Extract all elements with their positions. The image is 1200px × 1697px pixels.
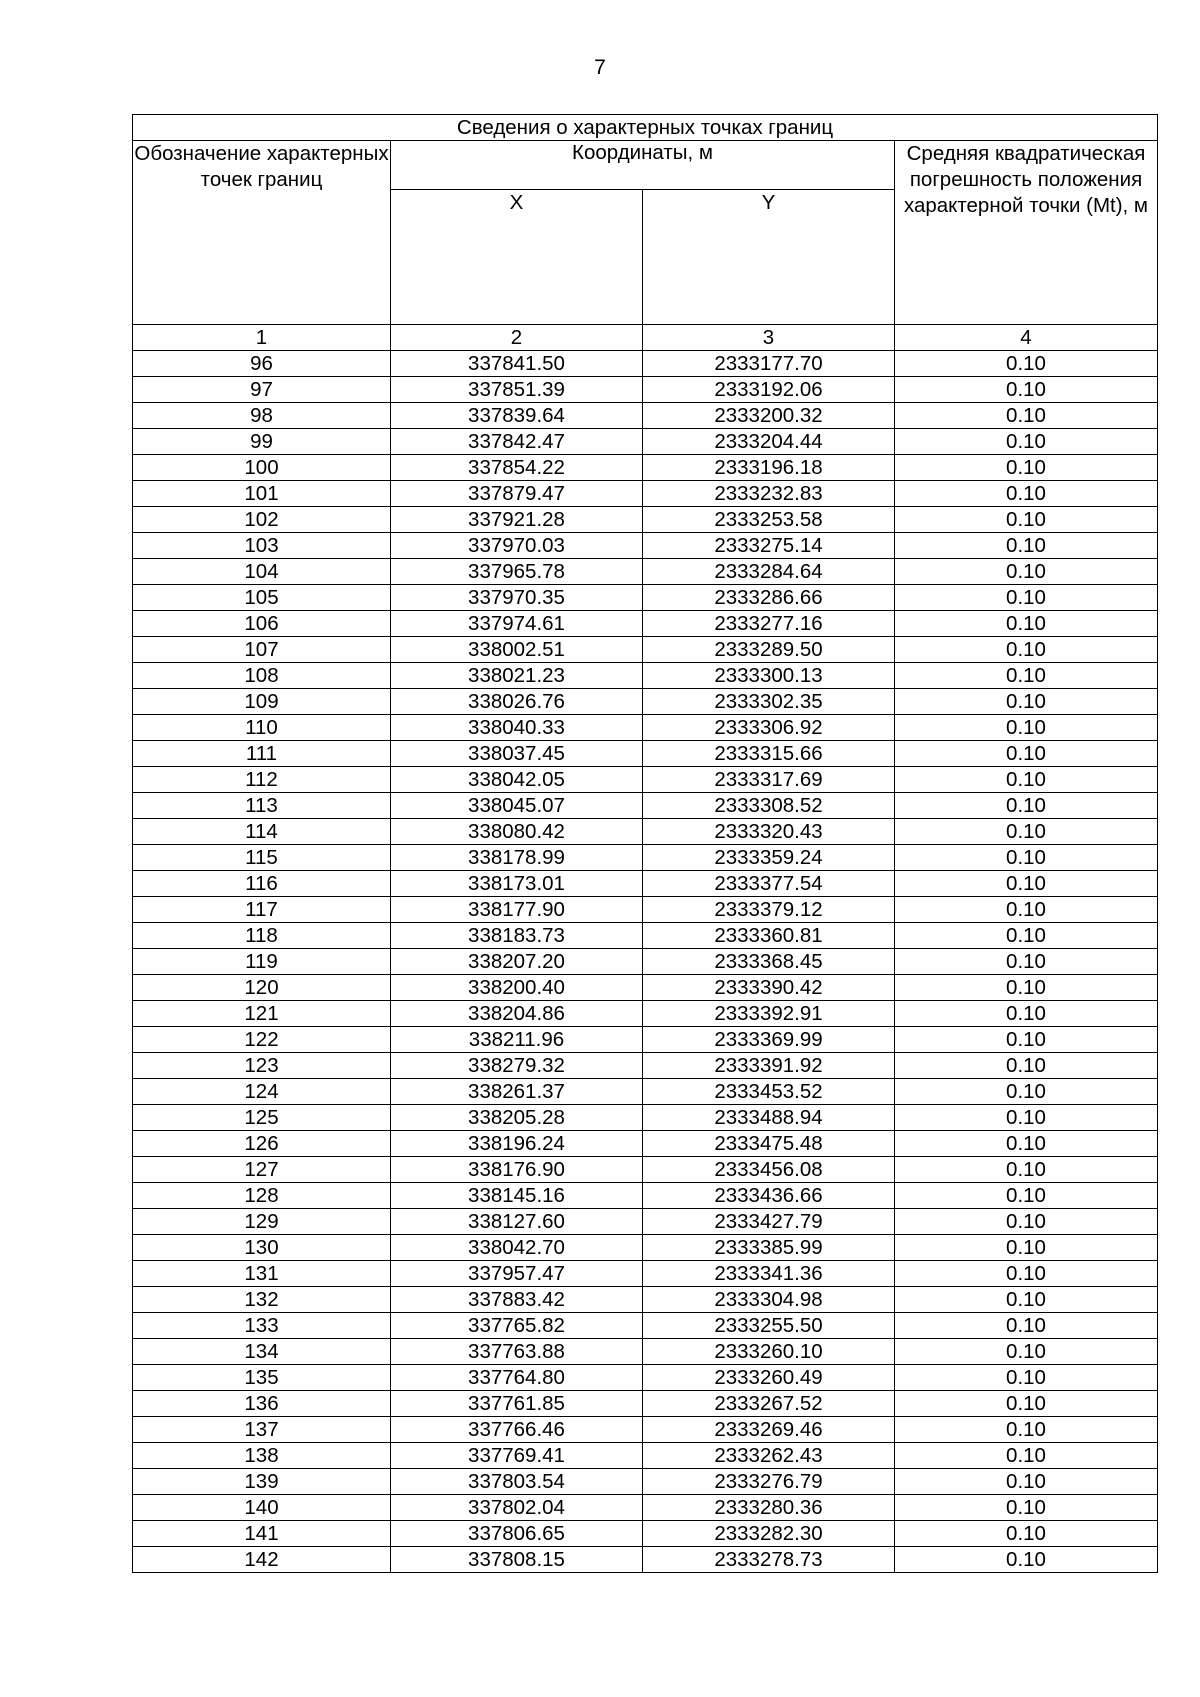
y-coordinate-cell: 2333427.79 [643, 1209, 895, 1235]
point-id-cell: 139 [133, 1469, 391, 1495]
y-coordinate-cell: 2333360.81 [643, 923, 895, 949]
table-row [133, 377, 1158, 403]
table-row [133, 975, 1158, 1001]
x-coordinate-cell: 338196.24 [391, 1131, 643, 1157]
error-cell: 0.10 [895, 715, 1158, 741]
point-id-cell: 103 [133, 533, 391, 559]
point-id-cell: 138 [133, 1443, 391, 1469]
table-row [133, 663, 1158, 689]
table-row [133, 949, 1158, 975]
point-id-cell: 111 [133, 741, 391, 767]
error-cell: 0.10 [895, 1053, 1158, 1079]
x-coordinate-cell: 338080.42 [391, 819, 643, 845]
point-id-cell: 101 [133, 481, 391, 507]
error-cell: 0.10 [895, 871, 1158, 897]
y-coordinate-cell: 2333368.45 [643, 949, 895, 975]
table-row [133, 871, 1158, 897]
point-id-cell: 113 [133, 793, 391, 819]
column-number: 3 [643, 325, 895, 351]
point-id-cell: 130 [133, 1235, 391, 1261]
x-coordinate-cell: 338207.20 [391, 949, 643, 975]
point-id-cell: 131 [133, 1261, 391, 1287]
error-cell: 0.10 [895, 1235, 1158, 1261]
x-coordinate-cell: 338042.05 [391, 767, 643, 793]
y-coordinate-cell: 2333320.43 [643, 819, 895, 845]
x-coordinate-cell: 337970.03 [391, 533, 643, 559]
table-row [133, 1339, 1158, 1365]
table-row [133, 637, 1158, 663]
table-row [133, 819, 1158, 845]
table-row [133, 611, 1158, 637]
x-coordinate-cell: 338037.45 [391, 741, 643, 767]
x-coordinate-cell: 337854.22 [391, 455, 643, 481]
error-cell: 0.10 [895, 507, 1158, 533]
table-row [133, 741, 1158, 767]
error-cell: 0.10 [895, 1443, 1158, 1469]
x-coordinate-cell: 338145.16 [391, 1183, 643, 1209]
y-coordinate-cell: 2333276.79 [643, 1469, 895, 1495]
table-row [133, 559, 1158, 585]
table-row [133, 1469, 1158, 1495]
y-coordinate-cell: 2333289.50 [643, 637, 895, 663]
error-cell: 0.10 [895, 585, 1158, 611]
error-cell: 0.10 [895, 1079, 1158, 1105]
point-id-cell: 105 [133, 585, 391, 611]
point-id-cell: 102 [133, 507, 391, 533]
error-cell: 0.10 [895, 533, 1158, 559]
table-row [133, 455, 1158, 481]
point-id-cell: 122 [133, 1027, 391, 1053]
y-coordinate-cell: 2333260.10 [643, 1339, 895, 1365]
table-row [133, 585, 1158, 611]
y-coordinate-cell: 2333315.66 [643, 741, 895, 767]
error-cell: 0.10 [895, 1183, 1158, 1209]
table-row [133, 1079, 1158, 1105]
point-id-cell: 140 [133, 1495, 391, 1521]
table-row [133, 1235, 1158, 1261]
table-row [133, 1105, 1158, 1131]
error-cell: 0.10 [895, 897, 1158, 923]
table-row [133, 767, 1158, 793]
y-coordinate-cell: 2333286.66 [643, 585, 895, 611]
point-id-cell: 96 [133, 351, 391, 377]
table-row [133, 689, 1158, 715]
y-coordinate-cell: 2333488.94 [643, 1105, 895, 1131]
table-row [133, 1547, 1158, 1573]
x-coordinate-cell: 338021.23 [391, 663, 643, 689]
error-cell: 0.10 [895, 377, 1158, 403]
header-point-name: Обозначение характерных точек границ [133, 141, 391, 325]
x-coordinate-cell: 338176.90 [391, 1157, 643, 1183]
x-coordinate-cell: 338205.28 [391, 1105, 643, 1131]
x-coordinate-cell: 337839.64 [391, 403, 643, 429]
table-row [133, 1027, 1158, 1053]
x-coordinate-cell: 337766.46 [391, 1417, 643, 1443]
y-coordinate-cell: 2333391.92 [643, 1053, 895, 1079]
header-row [133, 141, 1158, 190]
table-row [133, 481, 1158, 507]
y-coordinate-cell: 2333277.16 [643, 611, 895, 637]
table-row [133, 1131, 1158, 1157]
x-coordinate-cell: 337764.80 [391, 1365, 643, 1391]
x-coordinate-cell: 338261.37 [391, 1079, 643, 1105]
point-id-cell: 128 [133, 1183, 391, 1209]
table-row [133, 845, 1158, 871]
error-cell: 0.10 [895, 559, 1158, 585]
y-coordinate-cell: 2333278.73 [643, 1547, 895, 1573]
error-cell: 0.10 [895, 481, 1158, 507]
y-coordinate-cell: 2333385.99 [643, 1235, 895, 1261]
table-row [133, 923, 1158, 949]
error-cell: 0.10 [895, 1131, 1158, 1157]
x-coordinate-cell: 337965.78 [391, 559, 643, 585]
table-row [133, 1261, 1158, 1287]
error-cell: 0.10 [895, 793, 1158, 819]
y-coordinate-cell: 2333392.91 [643, 1001, 895, 1027]
table-body [133, 351, 1158, 1573]
y-coordinate-cell: 2333282.30 [643, 1521, 895, 1547]
point-id-cell: 99 [133, 429, 391, 455]
x-coordinate-cell: 338026.76 [391, 689, 643, 715]
point-id-cell: 119 [133, 949, 391, 975]
point-id-cell: 100 [133, 455, 391, 481]
point-id-cell: 120 [133, 975, 391, 1001]
error-cell: 0.10 [895, 1521, 1158, 1547]
point-id-cell: 141 [133, 1521, 391, 1547]
table-row [133, 1443, 1158, 1469]
table-row [133, 715, 1158, 741]
error-cell: 0.10 [895, 1105, 1158, 1131]
x-coordinate-cell: 337974.61 [391, 611, 643, 637]
x-coordinate-cell: 337851.39 [391, 377, 643, 403]
error-cell: 0.10 [895, 975, 1158, 1001]
y-coordinate-cell: 2333196.18 [643, 455, 895, 481]
y-coordinate-cell: 2333260.49 [643, 1365, 895, 1391]
y-coordinate-cell: 2333192.06 [643, 377, 895, 403]
error-cell: 0.10 [895, 819, 1158, 845]
y-coordinate-cell: 2333308.52 [643, 793, 895, 819]
x-coordinate-cell: 337803.54 [391, 1469, 643, 1495]
y-coordinate-cell: 2333269.46 [643, 1417, 895, 1443]
error-cell: 0.10 [895, 767, 1158, 793]
y-coordinate-cell: 2333436.66 [643, 1183, 895, 1209]
point-id-cell: 109 [133, 689, 391, 715]
point-id-cell: 142 [133, 1547, 391, 1573]
y-coordinate-cell: 2333267.52 [643, 1391, 895, 1417]
y-coordinate-cell: 2333255.50 [643, 1313, 895, 1339]
error-cell: 0.10 [895, 1417, 1158, 1443]
error-cell: 0.10 [895, 403, 1158, 429]
error-cell: 0.10 [895, 351, 1158, 377]
table-row [133, 1521, 1158, 1547]
error-cell: 0.10 [895, 429, 1158, 455]
y-coordinate-cell: 2333456.08 [643, 1157, 895, 1183]
y-coordinate-cell: 2333317.69 [643, 767, 895, 793]
y-coordinate-cell: 2333262.43 [643, 1443, 895, 1469]
point-id-cell: 136 [133, 1391, 391, 1417]
header-x: X [391, 190, 643, 325]
error-cell: 0.10 [895, 741, 1158, 767]
error-cell: 0.10 [895, 455, 1158, 481]
point-id-cell: 121 [133, 1001, 391, 1027]
header-error: Средняя квадратическая погрешность положения характерной точки (Mt), м [895, 141, 1158, 325]
point-id-cell: 107 [133, 637, 391, 663]
point-id-cell: 115 [133, 845, 391, 871]
x-coordinate-cell: 338040.33 [391, 715, 643, 741]
x-coordinate-cell: 338279.32 [391, 1053, 643, 1079]
error-cell: 0.10 [895, 637, 1158, 663]
x-coordinate-cell: 338177.90 [391, 897, 643, 923]
x-coordinate-cell: 337921.28 [391, 507, 643, 533]
point-id-cell: 117 [133, 897, 391, 923]
error-cell: 0.10 [895, 923, 1158, 949]
header-y: Y [643, 190, 895, 325]
table-row [133, 1391, 1158, 1417]
y-coordinate-cell: 2333359.24 [643, 845, 895, 871]
error-cell: 0.10 [895, 1001, 1158, 1027]
x-coordinate-cell: 337763.88 [391, 1339, 643, 1365]
error-cell: 0.10 [895, 663, 1158, 689]
error-cell: 0.10 [895, 1027, 1158, 1053]
x-coordinate-cell: 338173.01 [391, 871, 643, 897]
column-number: 1 [133, 325, 391, 351]
table-row [133, 351, 1158, 377]
error-cell: 0.10 [895, 1547, 1158, 1573]
x-coordinate-cell: 337879.47 [391, 481, 643, 507]
point-id-cell: 133 [133, 1313, 391, 1339]
table-row [133, 897, 1158, 923]
table-row [133, 1157, 1158, 1183]
point-id-cell: 110 [133, 715, 391, 741]
y-coordinate-cell: 2333280.36 [643, 1495, 895, 1521]
error-cell: 0.10 [895, 1469, 1158, 1495]
y-coordinate-cell: 2333204.44 [643, 429, 895, 455]
table-title-row [133, 115, 1158, 141]
point-id-cell: 98 [133, 403, 391, 429]
point-id-cell: 127 [133, 1157, 391, 1183]
x-coordinate-cell: 338200.40 [391, 975, 643, 1001]
table-row [133, 507, 1158, 533]
y-coordinate-cell: 2333379.12 [643, 897, 895, 923]
table-row [133, 1053, 1158, 1079]
x-coordinate-cell: 337806.65 [391, 1521, 643, 1547]
x-coordinate-cell: 337957.47 [391, 1261, 643, 1287]
point-id-cell: 126 [133, 1131, 391, 1157]
point-id-cell: 112 [133, 767, 391, 793]
x-coordinate-cell: 338178.99 [391, 845, 643, 871]
y-coordinate-cell: 2333300.13 [643, 663, 895, 689]
point-id-cell: 114 [133, 819, 391, 845]
y-coordinate-cell: 2333377.54 [643, 871, 895, 897]
y-coordinate-cell: 2333306.92 [643, 715, 895, 741]
point-id-cell: 125 [133, 1105, 391, 1131]
page-number: 7 [594, 56, 606, 79]
error-cell: 0.10 [895, 1391, 1158, 1417]
header-coordinates: Координаты, м [391, 141, 895, 190]
x-coordinate-cell: 337808.15 [391, 1547, 643, 1573]
error-cell: 0.10 [895, 689, 1158, 715]
table-row [133, 1417, 1158, 1443]
point-id-cell: 135 [133, 1365, 391, 1391]
x-coordinate-cell: 337802.04 [391, 1495, 643, 1521]
table-row [133, 1001, 1158, 1027]
error-cell: 0.10 [895, 1287, 1158, 1313]
y-coordinate-cell: 2333232.83 [643, 481, 895, 507]
column-number: 4 [895, 325, 1158, 351]
table-row [133, 403, 1158, 429]
column-number: 2 [391, 325, 643, 351]
x-coordinate-cell: 338042.70 [391, 1235, 643, 1261]
y-coordinate-cell: 2333275.14 [643, 533, 895, 559]
x-coordinate-cell: 337769.41 [391, 1443, 643, 1469]
x-coordinate-cell: 338204.86 [391, 1001, 643, 1027]
table-row [133, 1495, 1158, 1521]
error-cell: 0.10 [895, 1495, 1158, 1521]
x-coordinate-cell: 337765.82 [391, 1313, 643, 1339]
error-cell: 0.10 [895, 949, 1158, 975]
table-row [133, 1183, 1158, 1209]
x-coordinate-cell: 337842.47 [391, 429, 643, 455]
error-cell: 0.10 [895, 1365, 1158, 1391]
x-coordinate-cell: 338045.07 [391, 793, 643, 819]
y-coordinate-cell: 2333284.64 [643, 559, 895, 585]
point-id-cell: 118 [133, 923, 391, 949]
y-coordinate-cell: 2333177.70 [643, 351, 895, 377]
error-cell: 0.10 [895, 611, 1158, 637]
table-row [133, 1313, 1158, 1339]
x-coordinate-cell: 337761.85 [391, 1391, 643, 1417]
x-coordinate-cell: 337970.35 [391, 585, 643, 611]
error-cell: 0.10 [895, 1313, 1158, 1339]
point-id-cell: 129 [133, 1209, 391, 1235]
point-id-cell: 108 [133, 663, 391, 689]
table-row [133, 793, 1158, 819]
y-coordinate-cell: 2333253.58 [643, 507, 895, 533]
point-id-cell: 97 [133, 377, 391, 403]
point-id-cell: 104 [133, 559, 391, 585]
error-cell: 0.10 [895, 845, 1158, 871]
column-number-row [133, 325, 1158, 351]
error-cell: 0.10 [895, 1157, 1158, 1183]
table-row [133, 429, 1158, 455]
y-coordinate-cell: 2333302.35 [643, 689, 895, 715]
error-cell: 0.10 [895, 1339, 1158, 1365]
y-coordinate-cell: 2333475.48 [643, 1131, 895, 1157]
x-coordinate-cell: 338183.73 [391, 923, 643, 949]
table-row [133, 1287, 1158, 1313]
point-id-cell: 132 [133, 1287, 391, 1313]
y-coordinate-cell: 2333200.32 [643, 403, 895, 429]
y-coordinate-cell: 2333453.52 [643, 1079, 895, 1105]
x-coordinate-cell: 338127.60 [391, 1209, 643, 1235]
table-row [133, 533, 1158, 559]
boundary-points-table [132, 114, 1158, 1573]
point-id-cell: 116 [133, 871, 391, 897]
y-coordinate-cell: 2333304.98 [643, 1287, 895, 1313]
y-coordinate-cell: 2333390.42 [643, 975, 895, 1001]
error-cell: 0.10 [895, 1209, 1158, 1235]
table-title: Сведения о характерных точках границ [133, 115, 1158, 141]
x-coordinate-cell: 337841.50 [391, 351, 643, 377]
y-coordinate-cell: 2333369.99 [643, 1027, 895, 1053]
table-row [133, 1365, 1158, 1391]
x-coordinate-cell: 338002.51 [391, 637, 643, 663]
point-id-cell: 124 [133, 1079, 391, 1105]
point-id-cell: 137 [133, 1417, 391, 1443]
y-coordinate-cell: 2333341.36 [643, 1261, 895, 1287]
point-id-cell: 106 [133, 611, 391, 637]
error-cell: 0.10 [895, 1261, 1158, 1287]
point-id-cell: 123 [133, 1053, 391, 1079]
x-coordinate-cell: 337883.42 [391, 1287, 643, 1313]
point-id-cell: 134 [133, 1339, 391, 1365]
table-row [133, 1209, 1158, 1235]
x-coordinate-cell: 338211.96 [391, 1027, 643, 1053]
